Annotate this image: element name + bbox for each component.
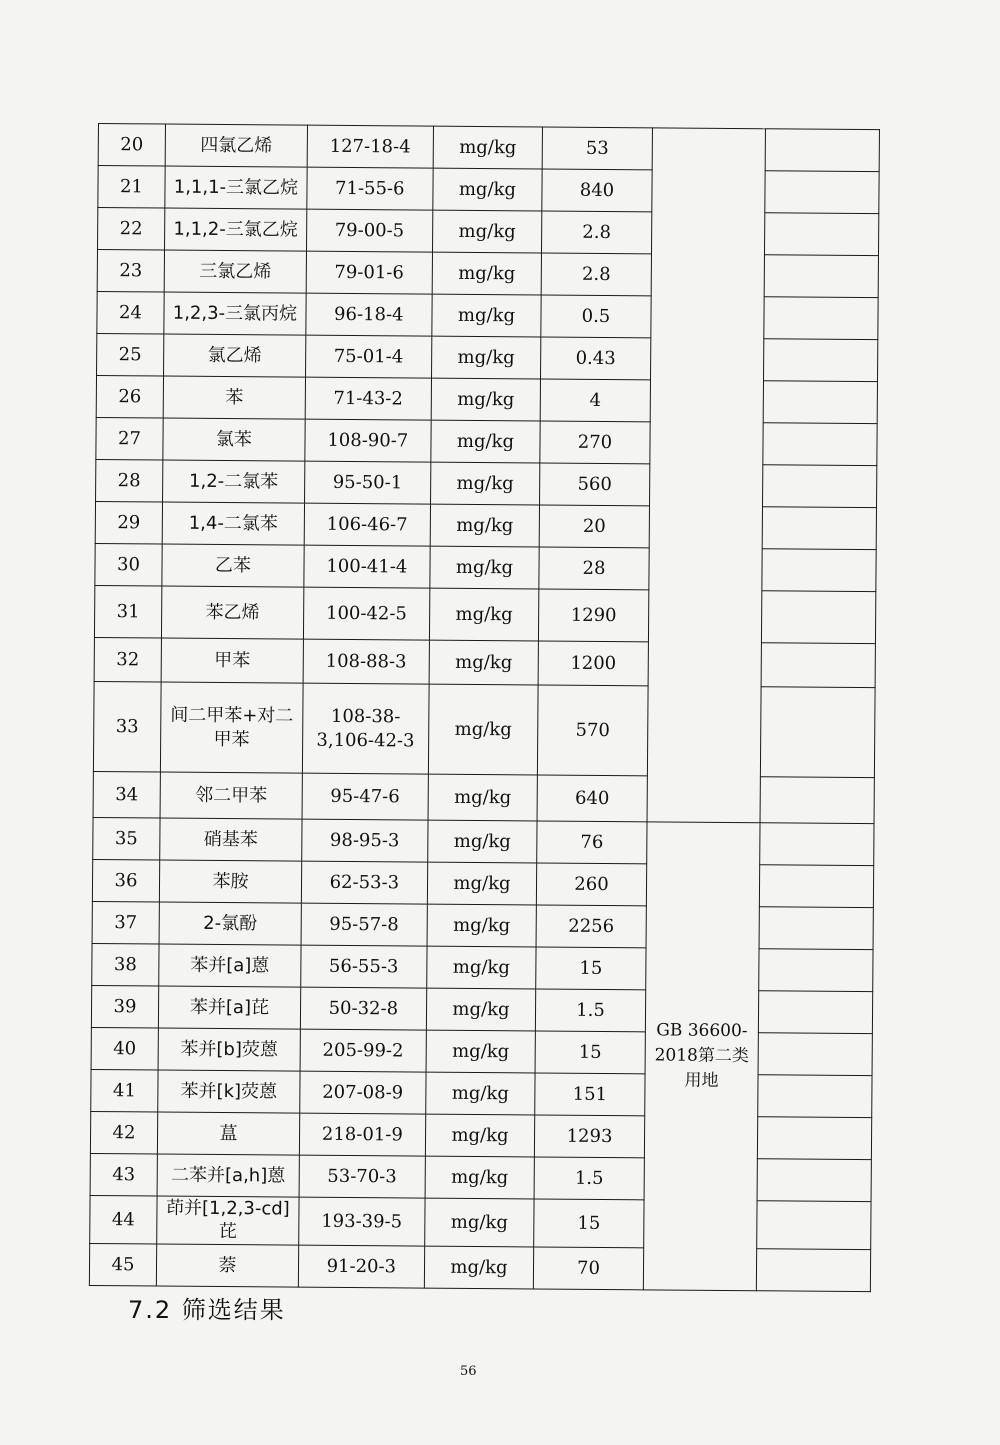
remark-cell xyxy=(763,507,877,550)
screening-value: 1.5 xyxy=(534,1157,644,1200)
row-number: 27 xyxy=(96,417,163,460)
unit: mg/kg xyxy=(428,774,538,821)
cas-number: 108-88-3 xyxy=(303,639,429,684)
row-number: 28 xyxy=(96,459,163,502)
remark-cell xyxy=(765,255,879,298)
remark-cell xyxy=(760,823,874,866)
substance-name: 乙苯 xyxy=(162,544,304,587)
row-number: 25 xyxy=(97,333,164,376)
screening-value: 15 xyxy=(534,1199,644,1248)
table-row xyxy=(93,817,874,865)
row-number: 20 xyxy=(98,124,165,167)
row-number: 40 xyxy=(91,1027,158,1070)
remark-cell xyxy=(760,865,874,908)
substance-name: 苯并[a]蒽 xyxy=(159,944,301,987)
screening-value: 560 xyxy=(540,463,650,506)
substance-name: 甲苯 xyxy=(161,638,303,683)
remark-cell xyxy=(758,1033,872,1076)
screening-value: 4 xyxy=(540,379,650,422)
substance-name: 间二甲苯+对二甲苯 xyxy=(160,682,303,773)
cas-number: 91-20-3 xyxy=(298,1245,424,1288)
substance-name: 硝基苯 xyxy=(160,818,302,861)
substance-name: 四氯乙烯 xyxy=(165,124,307,167)
remark-cell xyxy=(759,907,873,950)
table-row xyxy=(98,124,879,172)
cas-number: 98-95-3 xyxy=(302,819,428,862)
row-number: 26 xyxy=(96,375,163,418)
remark-cell xyxy=(761,643,875,688)
row-number: 36 xyxy=(92,859,159,902)
unit: mg/kg xyxy=(430,546,540,589)
remark-cell xyxy=(764,381,878,424)
screening-value: 20 xyxy=(539,505,649,548)
screening-value: 270 xyxy=(540,421,650,464)
unit: mg/kg xyxy=(426,946,536,989)
substance-name: 氯苯 xyxy=(163,418,305,461)
screening-value: 0.5 xyxy=(541,295,651,338)
remark-cell xyxy=(762,591,876,644)
cas-number: 95-50-1 xyxy=(304,461,430,504)
substance-name: 苯并[a]芘 xyxy=(158,986,300,1029)
cas-number: 79-00-5 xyxy=(306,209,432,252)
substance-name: 苯并[k]荧蒽 xyxy=(158,1070,300,1113)
unit: mg/kg xyxy=(425,1114,535,1157)
cas-number: 71-55-6 xyxy=(307,167,433,210)
substance-name: 邻二甲苯 xyxy=(160,772,302,819)
cas-number: 106-46-7 xyxy=(304,503,430,546)
screening-standards-table xyxy=(89,123,880,1292)
substance-name: 苯胺 xyxy=(159,860,301,903)
screening-value: 53 xyxy=(542,127,652,170)
cas-number: 193-39-5 xyxy=(299,1197,425,1246)
unit: mg/kg xyxy=(431,336,541,379)
row-number: 22 xyxy=(98,208,165,251)
unit: mg/kg xyxy=(425,1072,535,1115)
page-number: 56 xyxy=(460,1364,477,1379)
row-number: 24 xyxy=(97,291,164,334)
row-number: 31 xyxy=(94,585,161,638)
substance-name: 1,2-二氯苯 xyxy=(162,460,304,503)
cas-number: 50-32-8 xyxy=(300,987,426,1030)
screening-value: 570 xyxy=(538,685,648,776)
screening-value: 15 xyxy=(536,947,646,990)
cas-number: 207-08-9 xyxy=(300,1071,426,1114)
screening-value: 840 xyxy=(542,169,652,212)
standard-reference: GB 36600-2018第二类用地 xyxy=(643,822,760,1291)
remark-cell xyxy=(764,339,878,382)
substance-name: 2-氯酚 xyxy=(159,902,301,945)
screening-value: 2.8 xyxy=(542,211,652,254)
unit: mg/kg xyxy=(429,588,539,641)
remark-cell xyxy=(758,1075,872,1118)
remark-cell xyxy=(757,1248,871,1291)
row-number: 37 xyxy=(92,901,159,944)
screening-value: 1290 xyxy=(539,589,649,642)
substance-name: 苯并[b]荧蒽 xyxy=(158,1028,300,1071)
unit: mg/kg xyxy=(427,820,537,863)
substance-name: 三氯乙烯 xyxy=(164,250,306,293)
remark-cell xyxy=(765,171,879,214)
row-number: 30 xyxy=(95,543,162,586)
screening-value: 1200 xyxy=(538,641,648,686)
unit: mg/kg xyxy=(427,904,537,947)
screening-value: 2.8 xyxy=(541,253,651,296)
screening-value: 151 xyxy=(535,1073,645,1116)
remark-cell xyxy=(766,129,880,172)
unit: mg/kg xyxy=(432,252,542,295)
cas-number: 218-01-9 xyxy=(299,1113,425,1156)
remark-cell xyxy=(763,423,877,466)
cas-number: 127-18-4 xyxy=(307,125,433,168)
row-number: 41 xyxy=(91,1069,158,1112)
unit: mg/kg xyxy=(426,1030,536,1073)
unit: mg/kg xyxy=(427,862,537,905)
remark-cell xyxy=(765,213,879,256)
unit: mg/kg xyxy=(433,126,543,169)
row-number: 43 xyxy=(90,1153,157,1196)
screening-value: 640 xyxy=(537,775,647,822)
row-number: 39 xyxy=(91,985,158,1028)
substance-name: 二苯并[a,h]蒽 xyxy=(157,1154,299,1197)
screening-value: 0.43 xyxy=(541,337,651,380)
row-number: 42 xyxy=(90,1111,157,1154)
substance-name: 1,1,2-三氯乙烷 xyxy=(164,208,306,251)
cas-number: 62-53-3 xyxy=(301,861,427,904)
row-number: 21 xyxy=(98,166,165,209)
cas-number: 100-41-4 xyxy=(304,545,430,588)
cas-number: 205-99-2 xyxy=(300,1029,426,1072)
cas-number: 95-47-6 xyxy=(302,773,428,820)
cas-number: 95-57-8 xyxy=(301,903,427,946)
cas-number: 79-01-6 xyxy=(306,251,432,294)
row-number: 38 xyxy=(92,943,159,986)
section-heading: 7.2 筛选结果 xyxy=(128,1296,286,1324)
unit: mg/kg xyxy=(426,988,536,1031)
substance-name: 萘 xyxy=(156,1244,298,1287)
cas-number: 71-43-2 xyxy=(305,377,431,420)
screening-value: 1293 xyxy=(535,1115,645,1158)
screening-value: 15 xyxy=(535,1031,645,1074)
row-number: 33 xyxy=(93,681,161,772)
screening-value: 28 xyxy=(539,547,649,590)
substance-name: 1,1,1-三氯乙烷 xyxy=(165,166,307,209)
row-number: 23 xyxy=(97,250,164,293)
unit: mg/kg xyxy=(433,168,543,211)
unit: mg/kg xyxy=(428,684,538,775)
unit: mg/kg xyxy=(429,640,539,685)
cas-number: 56-55-3 xyxy=(301,945,427,988)
row-number: 35 xyxy=(93,817,160,860)
screening-value: 1.5 xyxy=(536,989,646,1032)
unit: mg/kg xyxy=(424,1246,534,1289)
row-number: 44 xyxy=(90,1195,157,1243)
cas-number: 108-90-7 xyxy=(305,419,431,462)
substance-name: 氯乙烯 xyxy=(163,334,305,377)
substance-name: 1,4-二氯苯 xyxy=(162,502,304,545)
row-number: 29 xyxy=(95,501,162,544)
cas-number: 96-18-4 xyxy=(306,293,432,336)
screening-value: 76 xyxy=(537,821,647,864)
remark-cell xyxy=(764,297,878,340)
remark-cell xyxy=(759,991,873,1034)
substance-name: 苯乙烯 xyxy=(161,586,303,639)
unit: mg/kg xyxy=(424,1198,534,1247)
remark-cell xyxy=(759,949,873,992)
remark-cell xyxy=(757,1201,871,1250)
unit: mg/kg xyxy=(431,378,541,421)
screening-value: 70 xyxy=(534,1247,644,1290)
substance-name: 苯 xyxy=(163,376,305,419)
unit: mg/kg xyxy=(431,420,541,463)
remark-cell xyxy=(758,1117,872,1160)
row-number: 45 xyxy=(89,1243,156,1286)
unit: mg/kg xyxy=(430,504,540,547)
unit: mg/kg xyxy=(430,462,540,505)
cas-number: 100-42-5 xyxy=(303,587,429,640)
row-number: 32 xyxy=(94,637,161,682)
cas-number: 53-70-3 xyxy=(299,1155,425,1198)
remark-cell xyxy=(761,687,875,778)
unit: mg/kg xyxy=(432,210,542,253)
remark-cell xyxy=(763,465,877,508)
remark-cell xyxy=(762,549,876,592)
substance-name: 蒀 xyxy=(157,1112,299,1155)
substance-name: 茚并[1,2,3-cd]芘 xyxy=(157,1196,299,1245)
row-number: 34 xyxy=(93,771,160,818)
screening-value: 2256 xyxy=(536,905,646,948)
remark-cell xyxy=(757,1159,871,1202)
screening-value: 260 xyxy=(537,863,647,906)
cas-number: 108-38-3,106-42-3 xyxy=(302,683,428,774)
substance-name: 1,2,3-三氯丙烷 xyxy=(164,292,306,335)
unit: mg/kg xyxy=(425,1156,535,1199)
unit: mg/kg xyxy=(432,294,542,337)
remark-cell xyxy=(760,777,874,824)
cas-number: 75-01-4 xyxy=(305,335,431,378)
standard-cell-empty xyxy=(647,128,766,823)
